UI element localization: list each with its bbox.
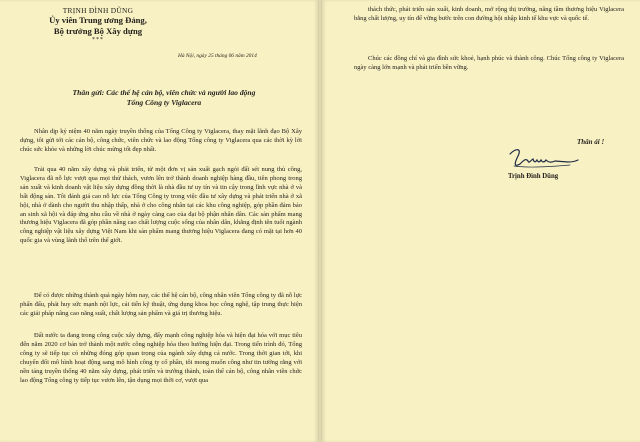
letter-paragraph-3: Để có được những thành quả ngày hôm nay, các thế hệ cán bộ, công nhân viên Tổng công ty đã nỗ lực phấn đấu, phát huy sức mạnh nội lực, cải tiến kỹ thuật, ứng dụng khoa học công nghệ, tập trung thực hiện các giải pháp nâng cao năng suất, chất lượng sản phẩm và giá trị thương hiệu. — [20, 292, 302, 317]
letter-page-left — [0, 0, 318, 442]
sender-header — [42, 6, 154, 44]
sender-name: TRỊNH ĐÌNH DŨNG — [62, 6, 134, 15]
salutation-lead: Thân gửi: — [72, 88, 105, 97]
salutation-recipients: Các thế hệ cán bộ, viên chức và người lao động — [106, 88, 256, 97]
letter-paragraph-5: thách thức, phát triển sản xuất, kinh doanh, mở rộng thị trường, nâng tầm thương hiệu Viglacera bằng chất lượng, uy tín để vững bước trên con đường hội nhập kinh tế khu vực và quốc tế. — [354, 6, 624, 22]
letter-page-right — [322, 0, 640, 442]
letter-paragraph-4: Đất nước ta đang trong công cuộc xây dựng, đẩy mạnh công nghiệp hóa và hiện đại hóa với mục tiêu đến năm 2020 cơ bản trở thành một nước công nghiệp hóa theo hướng hiện đại. Trong tiến trình đó, Tổng công ty sẽ tiếp tục có những đóng góp quan trọng của ngành xây dựng cả nước. Trong thời gian tới, khi chuyển đổi mô hình hoạt động sang mô hình công ty cổ phần, tôi mong muốn công như tin tưởng rằng với nền tảng truyền thống 40 năm xây dựng, phát triển và trưởng thành, toàn thể cán bộ, công nhân viên chức lao động Tổng công ty tiếp tục vươn lên, tận dụng mọi thời cơ, vượt qua — [20, 332, 302, 384]
sender-position-line1: Ủy viên Trung ương Đảng, — [49, 15, 147, 25]
letter-paragraph-1: Nhân dịp kỷ niệm 40 năm ngày truyền thống của Tổng Công ty Viglacera, thay mặt lãnh đạo Bộ Xây dựng, tôi gửi tới các cán bộ, công chức, viên chức và lao động Tổng công ty Viglacera qua các thời kỳ lời chúc sức khỏe và những lời chúc mừng tốt đẹp nhất. — [20, 128, 302, 153]
salutation-company: Tổng Công ty Viglacera — [126, 98, 202, 107]
letter-date: Hà Nội, ngày 25 tháng 06 năm 2014 — [178, 53, 257, 59]
header-stars: *** — [92, 37, 104, 43]
handwritten-signature — [508, 146, 580, 172]
salutation — [30, 88, 298, 108]
letter-paragraph-2: Trải qua 40 năm xây dựng và phát triển, từ một đơn vị sản xuất gạch ngói đất sét nung thủ công, Viglacera đã nỗ lực vượt qua mọi thử thách, vươn lên trở thành doanh nghiệp hàng đầu, tiên phong trong sản xuất và kinh doanh vật liệu xây dựng đồng thời là nhà đầu tư uy tín và tin cậy trong lĩnh vực nhà ở và bất động sản. Tôi đánh giá cao nỗ lực của Tổng Công ty trong việc đầu tư xây dựng và phát triển nhà ở xã hội, nhà ở dành cho người thu nhập thấp, nhà ở cho công nhân tại các khu công nghiệp, góp phần đảm bảo an sinh xã hội và đáp ứng nhu cầu về nhà ở ngày càng cao của đại bộ phận nhân dân. Các sản phẩm mang thương hiệu Viglacera đã góp phần nâng cao chất lượng cuộc sống của nhân dân, khẳng định tên tuổi ngành công nghiệp vật liệu xây dựng Việt Nam khi sản phẩm mang thương hiệu Viglacera đang có mặt tại hơn 40 quốc gia và vùng lãnh thổ trên thế giới. — [20, 166, 302, 245]
letter-paragraph-6: Chúc các đồng chí và gia đình sức khoẻ, hạnh phúc và thành công. Chúc Tổng công ty Viglacera ngày càng lớn mạnh và phát triển bền vững. — [354, 55, 624, 71]
sender-position-line2: Bộ trưởng Bộ Xây dựng — [53, 26, 143, 36]
closing-phrase: Thân ái ! — [577, 138, 605, 146]
signer-name: Trịnh Đình Dũng — [508, 173, 559, 180]
